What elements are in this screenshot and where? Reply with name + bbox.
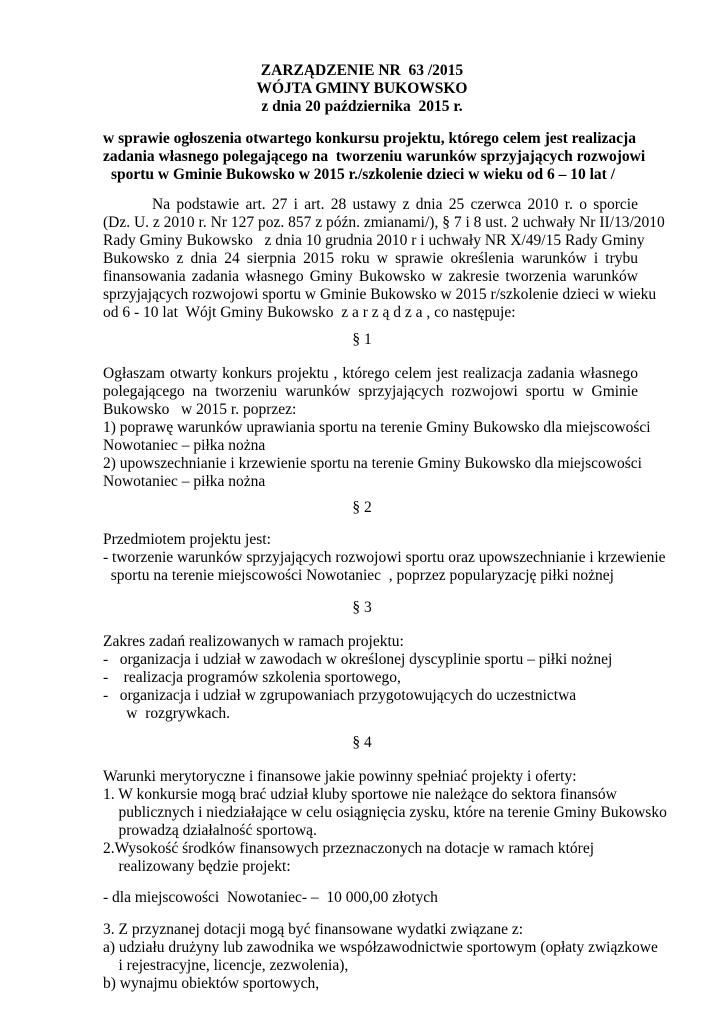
section-mark: § 4 bbox=[352, 734, 372, 751]
section-line: Bukowsko w 2015 r. poprzez: bbox=[103, 401, 297, 418]
subject-line: zadania własnego polegającego na tworzeniu warunków sprzyjających rozwojowi bbox=[103, 148, 646, 165]
section-line: b) wynajmu obiektów sportowych, bbox=[103, 975, 320, 992]
section-line: realizowany będzie projekt: bbox=[103, 858, 291, 875]
section-line: - realizacja programów szkolenia sportowego, bbox=[103, 669, 401, 686]
subject-line: sportu w Gminie Bukowsko w 2015 r./szkolenie dzieci w wieku od 6 – 10 lat / bbox=[110, 166, 616, 183]
section-mark: § 2 bbox=[352, 499, 372, 516]
section-line: 2.Wysokość środków finansowych przeznaczonych na dotacje w ramach której bbox=[103, 840, 595, 857]
section-line: a) udziału drużyny lub zawodnika we współzawodnictwie sportowym (opłaty związkowe bbox=[103, 939, 658, 956]
preamble-line: Rady Gminy Bukowsko z dnia 10 grudnia 2010 r i uchwały NR X/49/15 Rady Gminy bbox=[103, 232, 645, 249]
section-line: 1. W konkursie mogą brać udział kluby sportowe nie należące do sektora finansów bbox=[103, 786, 617, 803]
section-line: - tworzenie warunków sprzyjających rozwojowi sportu oraz upowszechnianie i krzewienie bbox=[103, 549, 666, 566]
section-line: - organizacja i udział w zawodach w określonej dyscyplinie sportu – piłki nożnej bbox=[103, 651, 613, 668]
section-line: - organizacja i udział w zgrupowaniach przygotowujących do uczestnictwa bbox=[103, 687, 577, 704]
section-line: Warunki merytoryczne i finansowe jakie powinny spełniać projekty i oferty: bbox=[103, 768, 577, 785]
section-line: - dla miejscowości Nowotaniec- – 10 000,00 złotych bbox=[103, 889, 438, 906]
section-mark: § 3 bbox=[352, 599, 372, 616]
section-line: Nowotaniec – piłka nożna bbox=[103, 473, 266, 490]
section-line: Zakres zadań realizowanych w ramach projektu: bbox=[103, 633, 404, 650]
section-line: Ogłaszam otwarty konkurs projektu , którego celem jest realizacja zadania własnego bbox=[103, 365, 638, 382]
section-line: w rozgrywkach. bbox=[103, 705, 230, 722]
document-title: ZARZĄDZENIE NR 63 /2015 bbox=[260, 62, 464, 79]
section-line: 3. Z przyznanej dotacji mogą być finansowane wydatki związane z: bbox=[103, 921, 524, 938]
preamble-line: od 6 - 10 lat Wójt Gminy Bukowsko z a r z ą d z a , co następuje: bbox=[103, 304, 516, 321]
preamble-line: Na podstawie art. 27 i art. 28 ustawy z dnia 25 czerwca 2010 r. o sporcie bbox=[152, 196, 638, 213]
section-line: 1) poprawę warunków uprawiania sportu na terenie Gminy Bukowsko dla miejscowości bbox=[103, 419, 651, 436]
document-issuer: WÓJTA GMINY BUKOWSKO bbox=[256, 80, 468, 97]
preamble-line: Bukowsko z dnia 24 sierpnia 2015 roku w sprawie określenia warunków i trybu bbox=[103, 250, 638, 267]
section-mark: § 1 bbox=[352, 331, 372, 348]
subject-line: w sprawie ogłoszenia otwartego konkursu projektu, którego celem jest realizacja bbox=[103, 130, 636, 147]
section-line: sportu na terenie miejscowości Nowotaniec , poprzez popularyzację piłki nożnej bbox=[103, 567, 614, 584]
section-line: 2) upowszechnianie i krzewienie sportu na terenie Gminy Bukowsko dla miejscowości bbox=[103, 455, 642, 472]
section-line: publicznych i niedziałające w celu osiągnięcia zysku, które na terenie Gminy Bukowsko bbox=[103, 804, 667, 821]
section-line: Przedmiotem projektu jest: bbox=[103, 531, 271, 548]
section-line: i rejestracyjne, licencje, zezwolenia), bbox=[103, 957, 349, 974]
section-line: prowadzą działalność sportową. bbox=[103, 822, 317, 839]
section-line: polegającego na tworzeniu warunków sprzyjających rozwojowi sportu w Gminie bbox=[103, 383, 638, 400]
document-date: z dnia 20 października 2015 r. bbox=[261, 98, 463, 115]
preamble-line: (Dz. U. z 2010 r. Nr 127 poz. 857 z późn. zmianami/), § 7 i 8 ust. 2 uchwały Nr II/13/2010 bbox=[103, 214, 665, 231]
preamble-line: finansowania zadania własnego Gminy Bukowsko w zakresie tworzenia warunków bbox=[103, 268, 638, 285]
preamble-line: sprzyjających rozwojowi sportu w Gminie Bukowsko w 2015 r/szkolenie dzieci w wieku bbox=[103, 286, 657, 303]
section-line: Nowotaniec – piłka nożna bbox=[103, 437, 266, 454]
